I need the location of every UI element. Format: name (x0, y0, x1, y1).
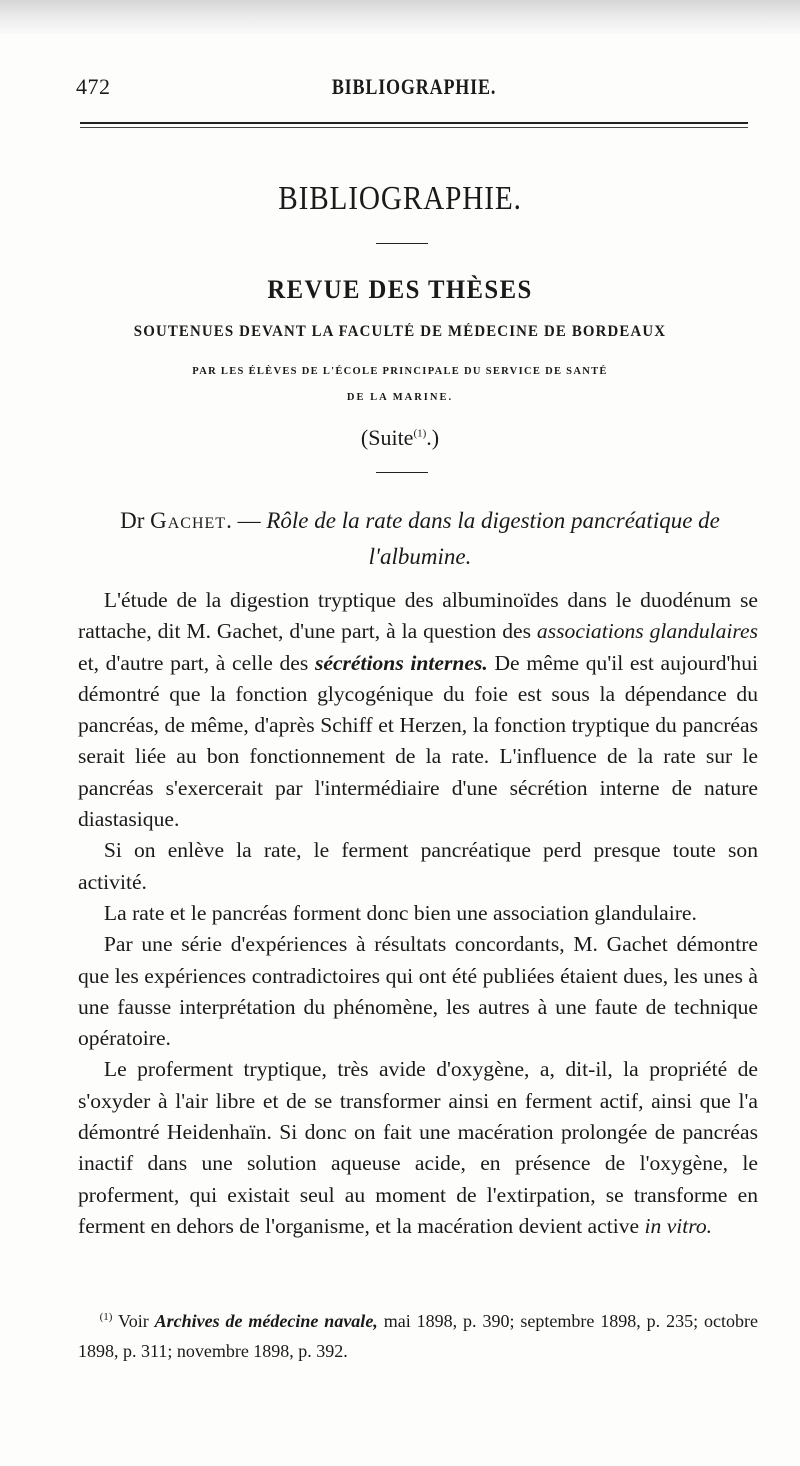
footnote-text-b: mai 1898, p. 390; septembre 1898, p. 235; octobre 1898, p. 311; novembre 1898, p. 392. (78, 1311, 758, 1361)
p1-text-a: L'étude de la digestion tryptique des albuminoïdes dans le duodénum se rattache, dit M. Gachet, d'une part, à la question des (78, 588, 758, 644)
p1-text-b: et, d'autre part, à celle des (78, 650, 315, 675)
suite-close: .) (426, 425, 440, 450)
footnote-text-a: Voir (112, 1311, 155, 1331)
article-title: Rôle de la rate dans la digestion pancréatique de l'albumine. (266, 508, 720, 569)
footnote-text (78, 1302, 758, 1366)
p1-bold-italic-term: sécrétions internes. (314, 650, 488, 675)
p1-text-c: De même qu'il est aujourd'hui démontré que la fonction glycogénique du foie est sous la dépendance du pancréas, de même, d'après Schiff et Herzen, la fonction tryptique du pancréas serait liée au bon fonctionnement de la rate. L'influence de la rate sur le pancréas s'exercerait par l'intermédiaire d'une sécrétion interne de nature diastasique. (78, 650, 759, 832)
footnote (78, 1302, 758, 1366)
running-title: BIBLIOGRAPHIE. (331, 74, 497, 99)
section-divider (376, 243, 428, 244)
p5-text-a: Le proferment tryptique, très avide d'oxygène, a, dit-il, la propriété de s'oxyder à l'air libre et de se transformer ainsi en ferment actif, ainsi que l'a démontré Heidenhaïn. Si donc on fait une macération prolongée de pancréas inactif dans une solution aqueuse acide, en présence de l'oxygène, le proferment, qui existait seul au moment de l'extirpation, se transforme en ferment en dehors de l'organisme, et la macération devient active (78, 1057, 758, 1238)
article-heading (80, 503, 760, 575)
paragraph-5 (78, 1054, 758, 1242)
header-rule-thin (80, 127, 748, 128)
footnote-marker: (1) (99, 1311, 113, 1323)
p1-italic-term: associations glandulaires (536, 619, 758, 644)
page-number: 472 (76, 74, 111, 99)
heading-dash: . — (226, 508, 267, 533)
paragraph-3: La rate et le pancréas forment donc bien une association glandulaire. (103, 900, 697, 925)
suite-note (0, 425, 800, 451)
revue-divider (376, 472, 428, 473)
revue-subtitle-line1: SOUTENUES DEVANT LA FACULTÉ DE MÉDECINE DE BORDEAUX (133, 323, 667, 340)
revue-subtitle-line3: DE LA MARINE. (346, 392, 454, 403)
scan-edge-shading (0, 0, 800, 34)
p5-italic-term: in vitro. (644, 1213, 713, 1238)
author-name: Gachet (150, 508, 227, 533)
suite-footnote-ref: (1) (413, 427, 427, 440)
revue-subtitle-line2: PAR LES ÉLÈVES DE L'ÉCOLE PRINCIPALE DU SERVICE DE SANTÉ (192, 366, 608, 377)
paragraph-2: Si on enlève la rate, le ferment pancréatique perd presque toute son activité. (78, 838, 758, 894)
paragraph-4: Par une série d'expériences à résultats concordants, M. Gachet démontre que les expériences contradictoires qui ont été publiées étaient dues, les unes à une fausse interprétation du phénomène, les autres à une faute de technique opératoire. (78, 932, 758, 1051)
paragraph-1 (78, 585, 758, 835)
article-body (78, 585, 758, 1242)
suite-label: (Suite (360, 425, 414, 450)
revue-title: REVUE DES THÈSES (267, 275, 533, 304)
section-title: BIBLIOGRAPHIE. (278, 180, 522, 217)
running-header (76, 74, 752, 104)
header-rule (80, 122, 748, 124)
footnote-journal: Archives de médecine navale, (154, 1311, 378, 1331)
author-prefix: Dr (120, 508, 145, 533)
